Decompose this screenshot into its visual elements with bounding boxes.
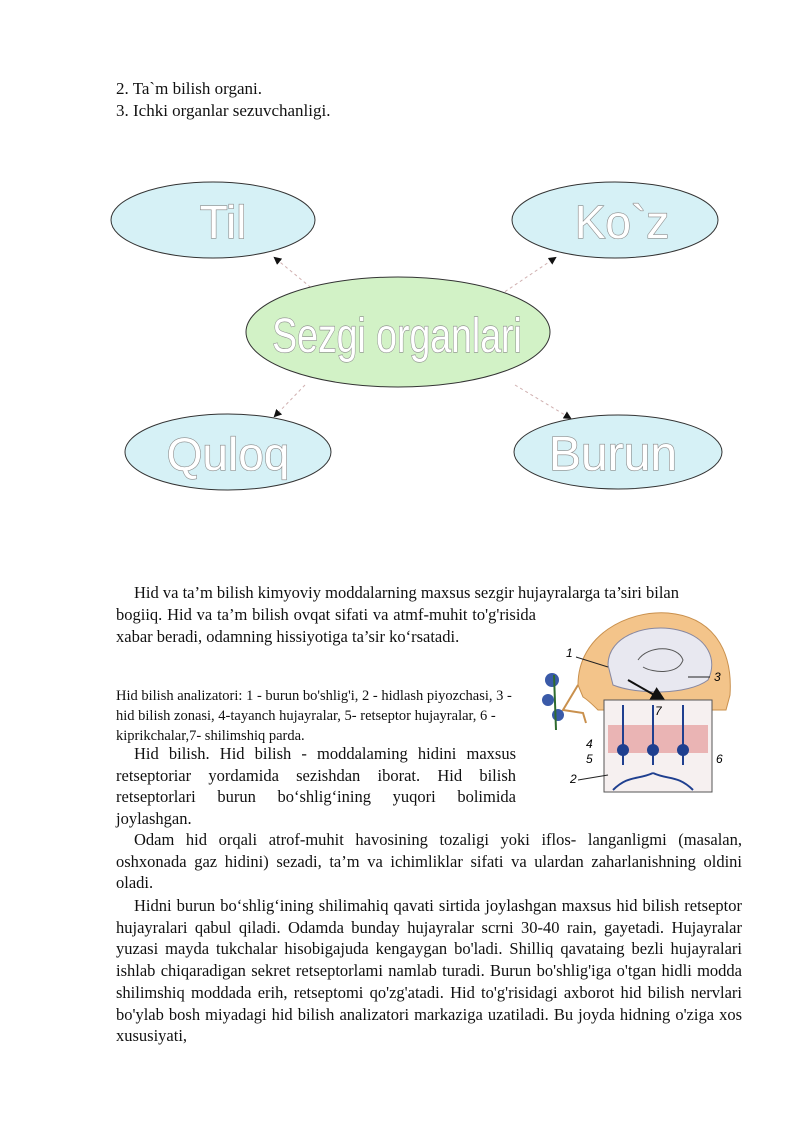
til-label: Til (199, 196, 247, 248)
paragraph-1-line-1: Hid va ta’m bilish kimyoviy moddalarning maxsus sezgir hujayralarga ta’siri bilan (134, 583, 679, 602)
fig-label-7: 7 (655, 704, 662, 718)
paragraph-2: Hid bilish. Hid bilish - moddalaming hidini maxsus retseptoriar yordamida sezishdan iborat. Hid bilish retseptorlari burun bo‘shlig‘ining yuqori bolimida joylashgan. (116, 744, 516, 829)
quloq-label: Quloq (166, 428, 290, 480)
connector-koz (500, 258, 555, 295)
fig-label-5: 5 (586, 752, 593, 766)
paragraph-1-rest: bogiiq. Hid va ta’m bilish ovqat sifati va atmf-muhit to'g'risida xabar beradi, odamning hissiyotiga ta’sir ko‘rsatadi. (116, 605, 536, 646)
brain-shape (608, 628, 712, 692)
sense-organs-diagram (110, 180, 730, 500)
figure-caption: Hid bilish analizatori: 1 - burun bo'shlig'i, 2 - hidlash piyozchasi, 3 - hid bilish zonasi, 4-tayanch hujayralar, 5- retseptor hujayralar, 6 - kiprikchalar,7- shilimshiq parda. (116, 688, 512, 744)
connector-burun (515, 385, 570, 418)
paragraph-3: Odam hid orqali atrof-muhit havosining tozaligi yoki iflos- langanligmi (masalan, oshxonada gaz hidini) sezadi, ta’m va ichimliklar sifati va ulardan zaharlanishning oldini oladi. (116, 830, 742, 893)
connector-quloq (275, 385, 305, 416)
center-label: Sezgi organlari (272, 309, 522, 364)
list-item-3: 3. Ichki organlar sezuvchanligi. (116, 101, 331, 120)
flower-icon (542, 673, 564, 730)
koz-label: Ko`z (574, 196, 670, 248)
fig-label-1: 1 (566, 646, 573, 660)
list-item-2: 2. Ta`m bilish organi. (116, 79, 262, 98)
fig-label-3: 3 (714, 670, 721, 684)
fig-label-6: 6 (716, 752, 723, 766)
burun-label: Burun (548, 428, 678, 481)
fig-label-4: 4 (586, 737, 593, 751)
paragraph-4: Hidni burun bo‘shlig‘ining shilimahiq qavati sirtida joylashgan maxsus hid bilish retseptor hujayralari qabul qiladi. Odamda bunday hujayralar scrni 30-40 rain, gayetadi. Hujayralar yuzasi mayda tukchalar hisobigajuda kengaygan bo'ladi. Shilliq qavataing bezli hujayralari ishlab chiqaradigan sekret retseptorlami namlab turadi. Burun bo'shlig'iga o'tgan hidli modda shilimshiq moddada erih, retseptomi qo'zg'atadi. Hid to'g'risidagi axborot hid bilish nervlari bo'ylab bosh miyadagi hid bilish analizatori markaziga uzatiladi. Bu joyda hidning o'ziga xos xususiyati, (116, 896, 742, 1046)
fig-label-2: 2 (570, 772, 577, 786)
olfactory-analyzer-figure (538, 605, 738, 800)
